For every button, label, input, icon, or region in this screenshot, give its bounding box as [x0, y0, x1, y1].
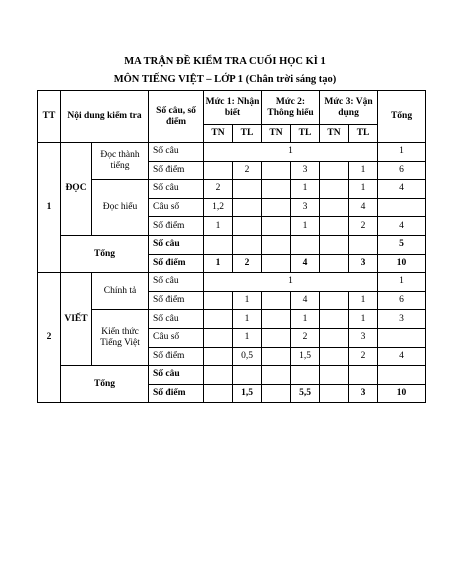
table-row — [38, 366, 426, 385]
total-cell: 4 — [378, 217, 426, 236]
cell: 3 — [291, 161, 320, 180]
row-label: Câu số — [149, 198, 204, 217]
subsection-doc-thanh-tieng: Đọc thành tiếng — [92, 143, 149, 180]
cell: 1 — [349, 180, 378, 199]
cell: 3 — [349, 328, 378, 347]
table-row — [38, 143, 426, 162]
cell: 1,5 — [291, 347, 320, 366]
total-cell: 3 — [378, 310, 426, 329]
total-cell: 10 — [378, 384, 426, 403]
cell — [320, 254, 349, 273]
row-label: Số điểm — [149, 161, 204, 180]
cell: 1 — [233, 310, 262, 329]
cell — [291, 235, 320, 254]
cell — [262, 161, 291, 180]
total-cell: 10 — [378, 254, 426, 273]
header-tl: TL — [349, 125, 378, 143]
cell: 4 — [349, 198, 378, 217]
cell — [320, 291, 349, 310]
cell: 1 — [291, 180, 320, 199]
assessment-matrix-table — [37, 90, 426, 403]
document-subtitle: MÔN TIẾNG VIỆT – LỚP 1 (Chân trời sáng tạo) — [113, 74, 337, 85]
section-number: 1 — [38, 143, 61, 273]
row-label: Số câu — [149, 273, 204, 292]
cell — [262, 347, 291, 366]
total-cell: 5 — [378, 235, 426, 254]
cell: 3 — [349, 254, 378, 273]
cell — [349, 366, 378, 385]
row-label: Số câu — [149, 180, 204, 199]
cell — [204, 310, 233, 329]
cell — [233, 217, 262, 236]
total-cell: 4 — [378, 347, 426, 366]
header-so-cau-so-diem: Số câu, số điểm — [149, 91, 204, 143]
section-number: 2 — [38, 273, 61, 403]
subsection-kien-thuc-tieng-viet: Kiến thức Tiếng Việt — [92, 310, 149, 366]
header-tl: TL — [233, 125, 262, 143]
cell — [233, 198, 262, 217]
cell — [291, 366, 320, 385]
cell — [204, 384, 233, 403]
cell — [320, 198, 349, 217]
cell — [320, 180, 349, 199]
cell — [349, 235, 378, 254]
cell — [233, 366, 262, 385]
cell — [262, 366, 291, 385]
table-row — [38, 180, 426, 199]
cell — [262, 291, 291, 310]
cell — [262, 254, 291, 273]
cell: 2 — [233, 254, 262, 273]
header-tong: Tổng — [378, 91, 426, 143]
total-cell — [378, 198, 426, 217]
row-label: Số câu — [149, 143, 204, 162]
cell: 1,2 — [204, 198, 233, 217]
document-title: MA TRẬN ĐỀ KIỂM TRA CUỐI HỌC KÌ 1 — [124, 56, 326, 67]
cell: 1 — [233, 291, 262, 310]
cell — [320, 310, 349, 329]
row-label: Số điểm — [149, 384, 204, 403]
header-tn: TN — [262, 125, 291, 143]
section-name: ĐỌC — [61, 143, 92, 236]
cell — [320, 384, 349, 403]
cell: 2 — [349, 347, 378, 366]
cell — [320, 217, 349, 236]
total-cell: 1 — [378, 273, 426, 292]
cell: 5,5 — [291, 384, 320, 403]
cell: 3 — [349, 384, 378, 403]
cell: 2 — [349, 217, 378, 236]
header-tl: TL — [291, 125, 320, 143]
cell — [262, 180, 291, 199]
cell: 1 — [233, 328, 262, 347]
cell — [204, 161, 233, 180]
row-label: Số điểm — [149, 254, 204, 273]
total-cell: 1 — [378, 143, 426, 162]
cell — [262, 235, 291, 254]
total-cell — [378, 366, 426, 385]
cell: 1 — [349, 310, 378, 329]
cell — [262, 310, 291, 329]
cell: 2 — [204, 180, 233, 199]
cell: 1 — [349, 291, 378, 310]
header-tn: TN — [204, 125, 233, 143]
cell: 1 — [204, 254, 233, 273]
row-label: Số điểm — [149, 217, 204, 236]
row-label: Số câu — [149, 235, 204, 254]
cell — [204, 366, 233, 385]
row-label: Số điểm — [149, 347, 204, 366]
subsection-chinh-ta: Chính tả — [92, 273, 149, 310]
cell — [320, 161, 349, 180]
cell — [204, 347, 233, 366]
cell: 1 — [349, 161, 378, 180]
table-row — [38, 310, 426, 329]
cell: 1 — [291, 217, 320, 236]
cell — [262, 328, 291, 347]
row-label: Câu số — [149, 328, 204, 347]
cell: 2 — [233, 161, 262, 180]
subsection-doc-hieu: Đọc hiểu — [92, 180, 149, 236]
table-row — [38, 235, 426, 254]
cell — [233, 235, 262, 254]
cell: 4 — [291, 254, 320, 273]
merged-cell: 1 — [204, 143, 378, 162]
cell: 1 — [204, 217, 233, 236]
total-cell — [378, 328, 426, 347]
merged-cell: 1 — [204, 273, 378, 292]
table-row — [38, 273, 426, 292]
cell — [204, 291, 233, 310]
row-label: Số câu — [149, 366, 204, 385]
cell — [262, 198, 291, 217]
section-total-label: Tổng — [61, 366, 149, 403]
header-tn: TN — [320, 125, 349, 143]
header-tt: TT — [38, 91, 61, 143]
total-cell: 6 — [378, 291, 426, 310]
cell: 2 — [291, 328, 320, 347]
header-muc-1: Mức 1: Nhận biết — [204, 91, 262, 125]
header-noi-dung: Nội dung kiểm tra — [61, 91, 149, 143]
row-label: Số câu — [149, 310, 204, 329]
cell: 1 — [291, 310, 320, 329]
cell — [262, 217, 291, 236]
cell: 1,5 — [233, 384, 262, 403]
cell — [204, 328, 233, 347]
cell: 4 — [291, 291, 320, 310]
cell — [233, 180, 262, 199]
cell — [320, 366, 349, 385]
cell — [320, 347, 349, 366]
cell: 0,5 — [233, 347, 262, 366]
header-muc-3: Mức 3: Vận dụng — [320, 91, 378, 125]
section-total-label: Tổng — [61, 235, 149, 272]
cell — [204, 235, 233, 254]
cell — [262, 384, 291, 403]
section-name: VIẾT — [61, 273, 92, 366]
total-cell: 4 — [378, 180, 426, 199]
header-muc-2: Mức 2: Thông hiểu — [262, 91, 320, 125]
cell — [320, 328, 349, 347]
cell: 3 — [291, 198, 320, 217]
total-cell: 6 — [378, 161, 426, 180]
row-label: Số điểm — [149, 291, 204, 310]
cell — [320, 235, 349, 254]
